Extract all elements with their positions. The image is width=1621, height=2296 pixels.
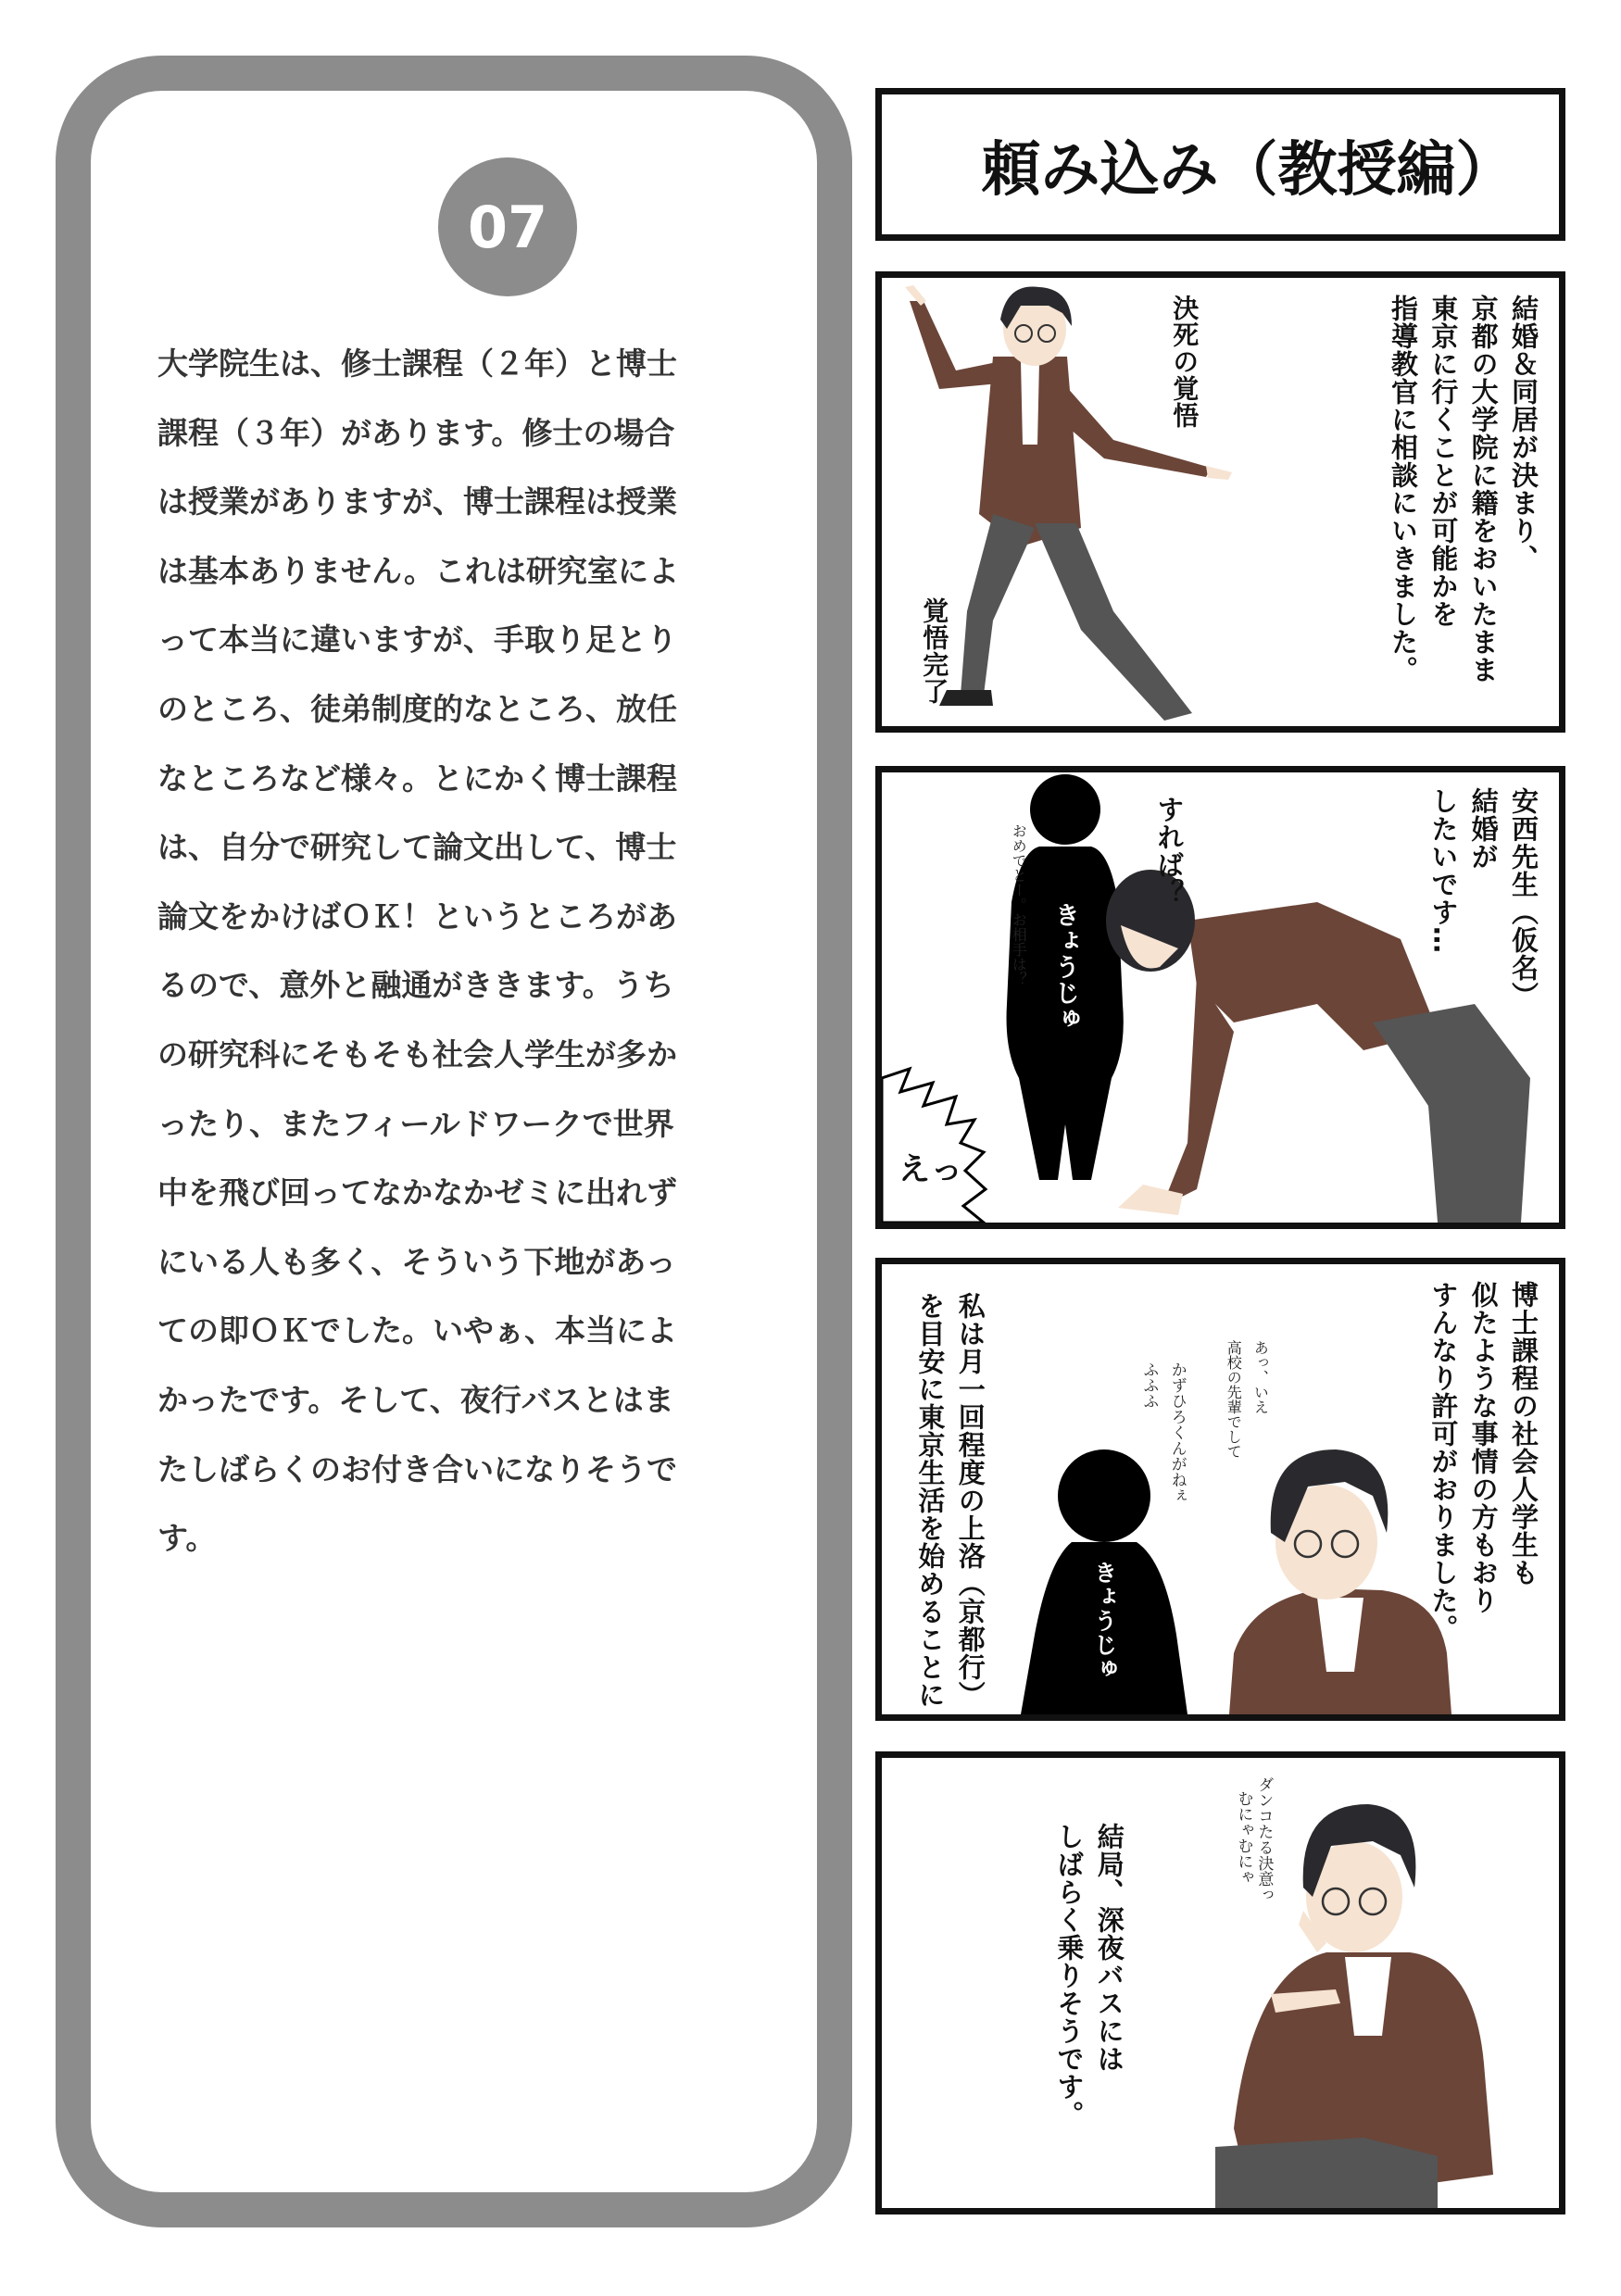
panel2-shock-text: えっ [898, 1151, 963, 1188]
panel2-professor-small: おめでとー。お相手は？ [1010, 823, 1028, 986]
comic-panel-2 [875, 766, 1565, 1229]
card-text-line: 論文をかけばＯＫ！というところがあ [157, 897, 677, 935]
card-text-line: るので、意外と融通がききます。うち [157, 967, 674, 1004]
panel3-student-small: あっ、いえ 高校の先輩でして [1225, 1340, 1270, 1459]
panel4-thought-small: ダンコたる決意っ [1254, 1776, 1274, 1902]
panel4-illustration [882, 1758, 1559, 2208]
card-text-line: たしばらくのお付き合いになりそうで [157, 1450, 677, 1487]
panel2-professor-label: きょうじゅ [1050, 902, 1080, 1032]
panel4-sfx-small: むにゃむにゃ [1234, 1790, 1253, 1885]
trousers [1215, 2138, 1438, 2208]
card-text-line: 大学院生は、修士課程（２年）と博士 [157, 345, 677, 382]
card-text-line: って本当に違いますが、手取り足とり [157, 621, 677, 659]
leg-left [961, 514, 1035, 695]
comic-title-panel [875, 88, 1565, 241]
comic-panel-3 [875, 1258, 1565, 1721]
panel3-professor-label: きょうじゅ [1090, 1561, 1118, 1681]
info-card [56, 56, 852, 2227]
leg-right [1035, 523, 1192, 721]
card-text-line: ったり、またフィールドワークで世界 [157, 1105, 674, 1142]
panel2-student-speech: 安西先生（仮名） 結婚が したいです… [1427, 787, 1539, 1010]
card-text-line: は、自分で研究して論文出して、博士 [157, 829, 677, 866]
card-text-line: のところ、徒弟制度的なところ、放任 [157, 690, 677, 727]
panel1-caption: 覚悟完了 [919, 597, 950, 705]
card-text-line: は授業がありますが、博士課程は授業 [157, 483, 677, 521]
panel3-narration-right: 博士課程の社会人学生も 似たような事情の方もおり すんなり許可がおりました。 [1427, 1281, 1539, 1642]
card-text-line: 課程（３年）があります。修士の場合 [157, 414, 675, 451]
comic-title: 頼み込み（教授編） [981, 135, 1515, 205]
chapter-number-badge: 07 [438, 157, 577, 296]
card-text-line: ての即ＯＫでした。いやぁ、本当によ [157, 1312, 677, 1349]
panel3-narration-left: 私は月一回程度の上洛（京都行） を目安に東京生活を始めることに [914, 1292, 986, 1709]
card-text-line: にいる人も多く、そういう下地があっ [157, 1243, 677, 1280]
panel1-narration: 結婚＆同居が決まり、 京都の大学院に籍をおいたまま 東京に行くことが可能かを 指導教官に相談にいきました。 [1387, 295, 1539, 684]
comic-panel-4 [875, 1751, 1565, 2214]
card-text-line: 中を飛び回ってなかなかゼミに出れず [157, 1174, 677, 1211]
panel3-professor-small: かずひろくんがねぇ ふふふ [1139, 1361, 1187, 1503]
panel2-professor-speech: すれば？ [1153, 796, 1186, 907]
card-text-line: す。 [157, 1520, 217, 1557]
card-text-line: かったです。そして、夜行バスとはま [157, 1381, 674, 1418]
card-text-line: は基本ありません。これは研究室によ [157, 552, 679, 589]
shock-burst [882, 1069, 986, 1223]
comic-panel-1 [875, 271, 1565, 733]
panel4-narration: 結局、深夜バスには しばらく乗りそうです。 [1053, 1823, 1125, 2128]
card-text-line: の研究科にそもそも社会人学生が多か [157, 1035, 677, 1073]
card-text-line: なところなど様々。とにかく博士課程 [157, 759, 677, 797]
panel1-speech: 決死の覚悟 [1169, 295, 1200, 429]
card-body-text [157, 330, 769, 1574]
